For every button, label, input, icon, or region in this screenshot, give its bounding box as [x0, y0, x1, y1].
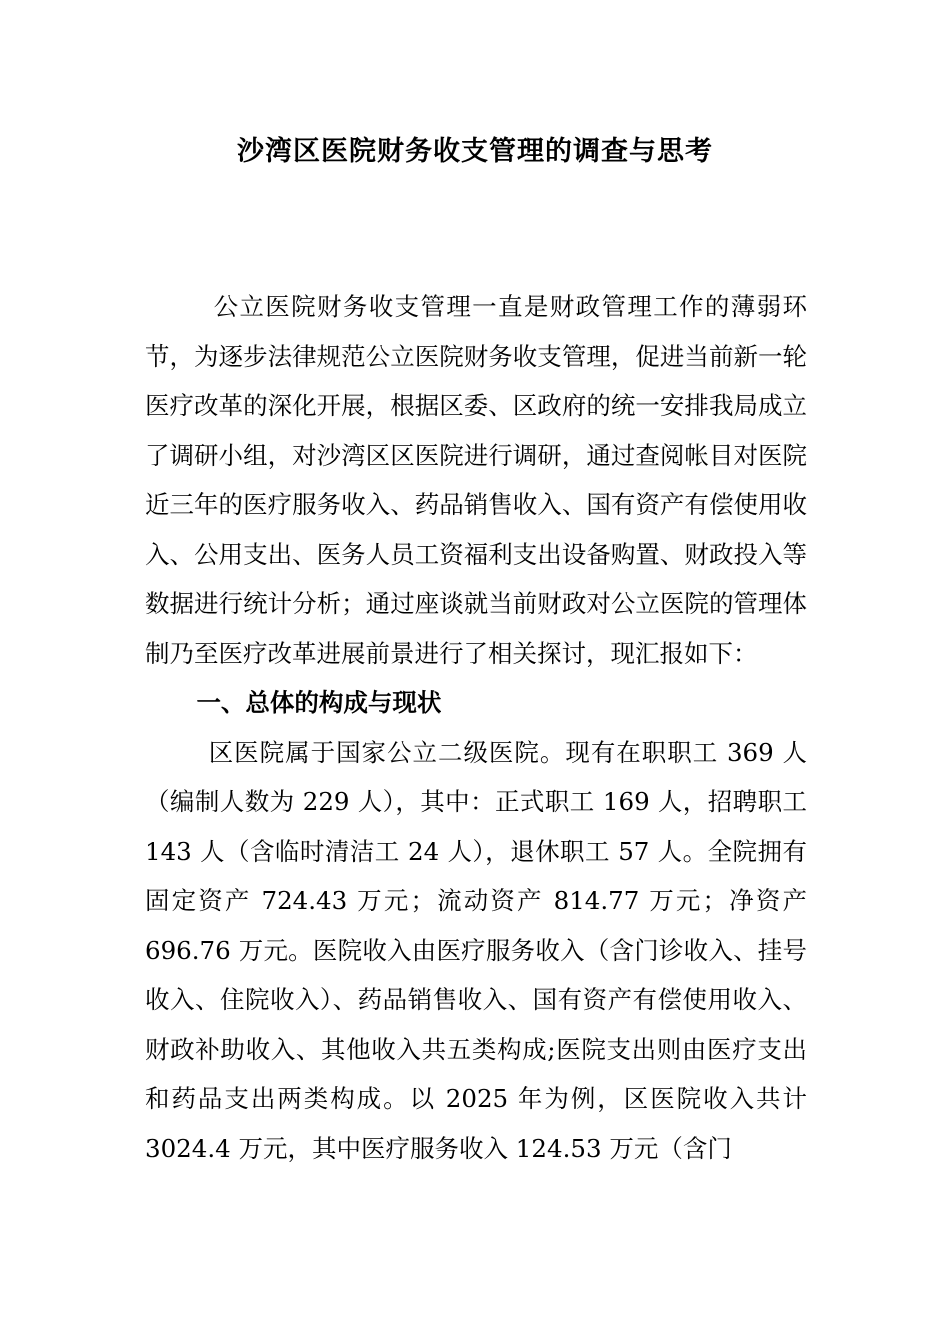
document-title: 沙湾区医院财务收支管理的调查与思考 [237, 136, 713, 167]
section-heading: 一、总体的构成与现状 [196, 688, 442, 717]
document-body [145, 282, 807, 1173]
section-paragraph: 区医院属于国家公立二级医院。现有在职职工 369 人（编制人数为 229 人），其中：正式职工 169 人，招聘职工 143 人（含临时清洁工 24 人），退休职工 57 人。全院拥有固定资产 724.43 万元；流动资产 814.77 万元；净资产 696.76 万元。医院收入由医疗服务收入（含门诊收入、挂号收入、住院收入）、药品销售收入、国有资产有偿使用收入、财政补助收入、其他收入共五类构成;医院支出则由医疗支出和药品支出两类构成。以 2025 年为例，区医院收入共计 3024.4 万元，其中医疗服务收入 124.53 万元（含门 [145, 737, 807, 1163]
intro-paragraph: 公立医院财务收支管理一直是财政管理工作的薄弱环节，为逐步法律规范公立医院财务收支管理，促进当前新一轮医疗改革的深化开展，根据区委、区政府的统一安排我局成立了调研小组，对沙湾区区医院进行调研，通过查阅帐目对医院近三年的医疗服务收入、药品销售收入、国有资产有偿使用收入、公用支出、医务人员工资福利支出设备购置、财政投入等数据进行统计分析；通过座谈就当前财政对公立医院的管理体制乃至医疗改革进展前景进行了相关探讨，现汇报如下： [145, 292, 807, 668]
